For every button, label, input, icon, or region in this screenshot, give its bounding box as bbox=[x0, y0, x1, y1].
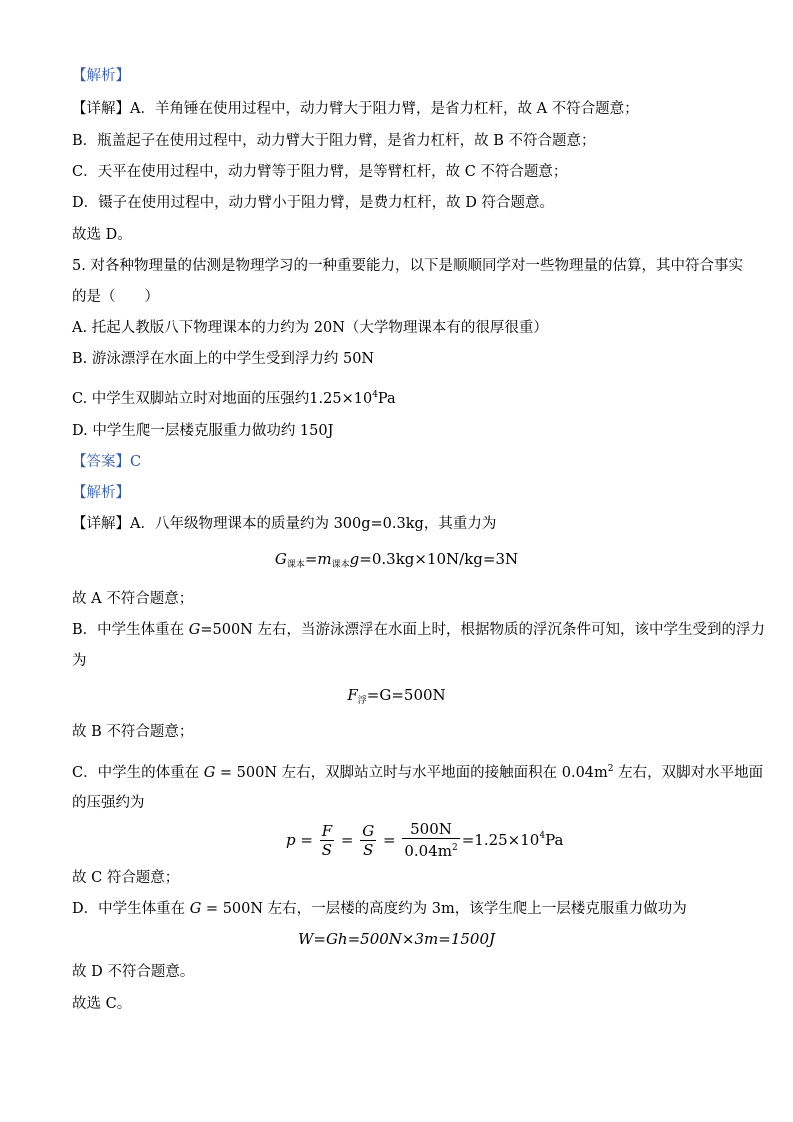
detail-d-text bbox=[72, 899, 687, 919]
fraction-den-value bbox=[402, 839, 459, 860]
detail-b-text-cont: 为 bbox=[72, 653, 87, 669]
option-c-unit: Pa bbox=[377, 391, 396, 407]
fraction-den-s-2: S bbox=[363, 840, 374, 859]
option-c-value: 1.25×10 bbox=[309, 391, 373, 407]
option-c-exponent: 4 bbox=[372, 390, 378, 400]
conclusion-b: 故 B 不符合题意； bbox=[72, 724, 194, 740]
detail-c-post: 左右，双脚对水平地面 bbox=[613, 765, 764, 781]
detail-line-c: C．天平在使用过程中，动力臂等于阻力臂，是等臂杠杆，故 C 不符合题意； bbox=[72, 164, 568, 180]
detail-b-pre: B．中学生体重在 bbox=[72, 622, 189, 638]
detail-b-var: G bbox=[188, 622, 201, 638]
option-b: B. 游泳漂浮在水面上的中学生受到浮力约 50N bbox=[72, 351, 375, 367]
option-d: D. 中学生爬一层楼克服重力做功约 150J bbox=[72, 423, 334, 439]
formula-pressure bbox=[286, 820, 563, 860]
formula-eq-3: = bbox=[378, 831, 401, 849]
detail-line-d: D．镊子在使用过程中，动力臂小于阻力臂，是费力杠杆，故 D 符合题意。 bbox=[72, 195, 554, 211]
question-5-text: 5. 对各种物理量的估测是物理学习的一种重要能力，以下是顺顺同学对一些物理量的估算，其中符合事实 bbox=[72, 258, 743, 274]
fraction-den-text: 0.04m bbox=[404, 842, 452, 860]
formula-var-m: m bbox=[317, 550, 332, 568]
detail-a-text: 【详解】A．八年级物理课本的质量约为 300g=0.3kg，其重力为 bbox=[72, 516, 497, 532]
formula-var-f: F bbox=[347, 686, 358, 704]
formula-buoyancy bbox=[0, 685, 793, 711]
formula-rest: =0.3kg×10N/kg=3N bbox=[359, 550, 519, 568]
conclusion-d: 故 D 不符合题意。 bbox=[72, 964, 195, 980]
analysis-label: 【解析】 bbox=[72, 68, 130, 84]
detail-line-b: B．瓶盖起子在使用过程中，动力臂大于阻力臂，是省力杠杆，故 B 不符合题意； bbox=[72, 133, 596, 149]
fraction-num-g: G bbox=[362, 821, 375, 840]
final-choice: 故选 C。 bbox=[72, 996, 132, 1012]
question-5-text-cont: 的是（ ） bbox=[72, 289, 159, 305]
formula-work: W=Gh=500N×3m=1500J bbox=[297, 930, 496, 948]
detail-c-exp: 2 bbox=[607, 764, 614, 774]
detail-c-text-cont: 的压强约为 bbox=[72, 795, 145, 811]
conclusion-c: 故 C 符合题意； bbox=[72, 870, 180, 886]
option-a: A. 托起人教版八下物理课本的力约为 20N（大学物理课本有的很厚很重） bbox=[72, 320, 548, 336]
conclusion-a: 故 A 不符合题意； bbox=[72, 591, 194, 607]
detail-c-var: G bbox=[203, 765, 216, 781]
detail-c-pre: C．中学生的体重在 bbox=[72, 765, 204, 781]
detail-d-var: G bbox=[189, 901, 202, 917]
fraction-f-over-s bbox=[320, 822, 334, 859]
detail-b-post: =500N 左右，当游泳漂浮在水面上时，根据物质的浮沉条件可知，该中学生受到的浮力 bbox=[200, 622, 765, 638]
detail-line-a: 【详解】A．羊角锤在使用过程中，动力臂大于阻力臂，是省力杠杆，故 A 不符合题意； bbox=[72, 101, 639, 117]
fraction-values bbox=[402, 820, 459, 860]
detail-d-post: = 500N 左右，一层楼的高度约为 3m，该学生爬上一层楼克服重力做功为 bbox=[201, 901, 687, 917]
detail-b-text bbox=[72, 620, 765, 640]
formula-var-p: p bbox=[286, 831, 296, 849]
fraction-num-value: 500N bbox=[402, 820, 459, 839]
analysis-label-2: 【解析】 bbox=[72, 485, 130, 501]
option-c bbox=[72, 385, 396, 409]
choice-line: 故选 D。 bbox=[72, 227, 132, 243]
formula-var-g: G bbox=[274, 550, 287, 568]
formula-gravity bbox=[0, 549, 793, 575]
detail-c-text bbox=[72, 759, 763, 783]
formula-sub-book: 课本 bbox=[286, 560, 305, 570]
option-c-text: C. 中学生双脚站立时对地面的压强约 bbox=[72, 391, 310, 407]
formula-sub-float: 浮 bbox=[357, 696, 367, 706]
fraction-num-f: F bbox=[321, 821, 333, 840]
formula-result-exp: 4 bbox=[539, 831, 546, 841]
formula-result: =1.25×10 bbox=[461, 831, 540, 849]
detail-c-mid: = 500N 左右，双脚站立时与水平地面的接触面积在 0.04m bbox=[215, 765, 608, 781]
detail-d-pre: D．中学生体重在 bbox=[72, 901, 190, 917]
formula-unit: Pa bbox=[545, 831, 564, 849]
fraction-den-s: S bbox=[321, 840, 333, 859]
formula-eq-2: = bbox=[336, 831, 359, 849]
formula-rest-2: =G=500N bbox=[366, 686, 446, 704]
formula-sub-book-2: 课本 bbox=[331, 560, 350, 570]
formula-eq-1: = bbox=[295, 831, 318, 849]
fraction-g-over-s bbox=[360, 822, 376, 859]
formula-var-gravity: g bbox=[349, 550, 360, 568]
formula-eq: = bbox=[304, 550, 318, 568]
answer-label: 【答案】C bbox=[72, 454, 142, 470]
fraction-den-exp: 2 bbox=[451, 843, 458, 853]
